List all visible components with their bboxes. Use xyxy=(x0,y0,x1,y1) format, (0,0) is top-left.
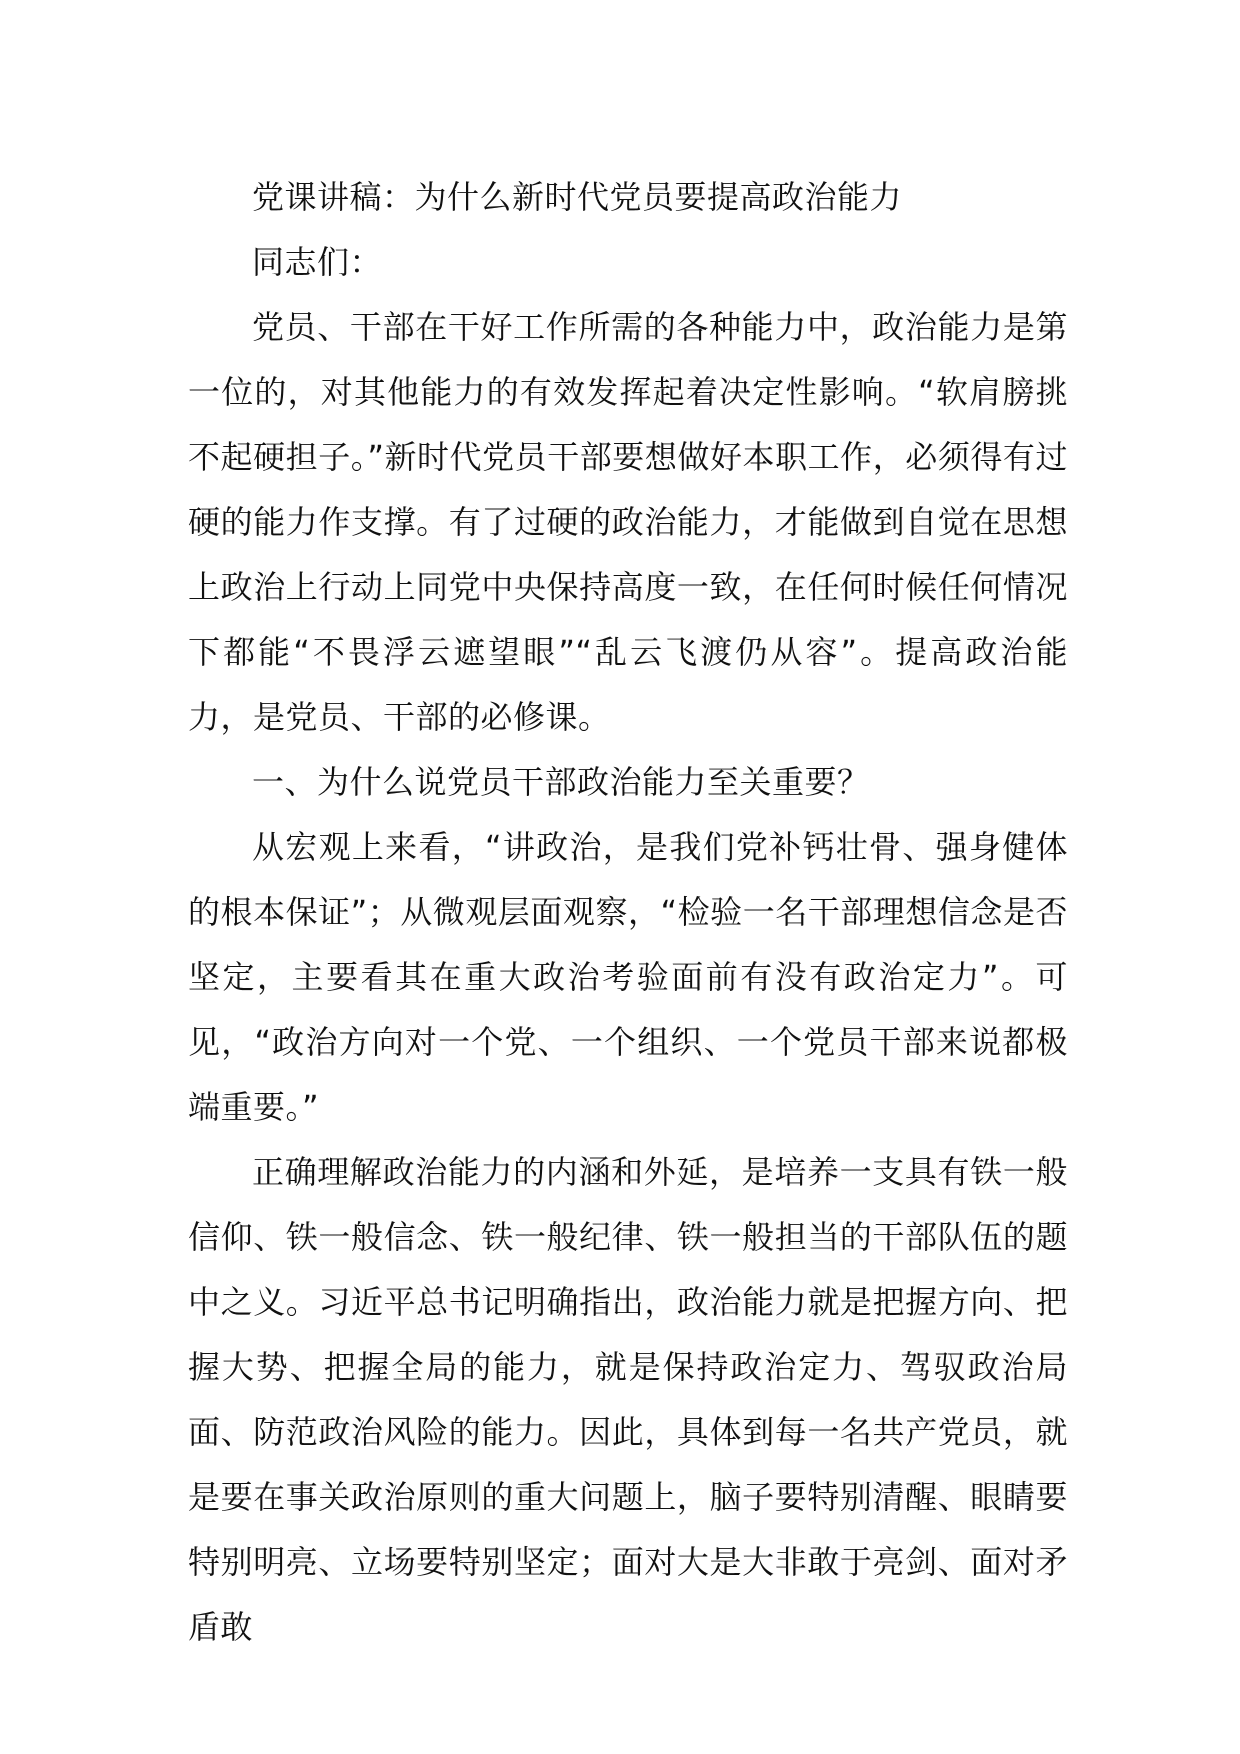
document-body xyxy=(188,165,1068,1660)
paragraph: 从宏观上来看，“讲政治，是我们党补钙壮骨、强身健体的根本保证”；从微观层面观察，“检验一名干部理想信念是否坚定，主要看其在重大政治考验面前有没有政治定力”。可见，“政治方向对一个党、一个组织、一个党员干部来说都极端重要。” xyxy=(188,828,1068,1126)
document-title: 党课讲稿：为什么新时代党员要提高政治能力 xyxy=(252,178,903,216)
salutation: 同志们： xyxy=(252,243,383,281)
paragraph: 正确理解政治能力的内涵和外延，是培养一支具有铁一般信仰、铁一般信念、铁一般纪律、铁一般担当的干部队伍的题中之义。习近平总书记明确指出，政治能力就是把握方向、把握大势、把握全局的能力，就是保持政治定力、驾驭政治局面、防范政治风险的能力。因此，具体到每一名共产党员，就是要在事关政治原则的重大问题上，脑子要特别清醒、眼睛要特别明亮、立场要特别坚定；面对大是大非敢于亮剑、面对矛盾敢 xyxy=(188,1153,1068,1646)
paragraph: 党员、干部在干好工作所需的各种能力中，政治能力是第一位的，对其他能力的有效发挥起着决定性影响。“软肩膀挑不起硬担子。”新时代党员干部要想做好本职工作，必须得有过硬的能力作支撑。有了过硬的政治能力，才能做到自觉在思想上政治上行动上同党中央保持高度一致，在任何时候任何情况下都能“不畏浮云遮望眼”“乱云飞渡仍从容”。提高政治能力，是党员、干部的必修课。 xyxy=(188,308,1068,736)
section-heading: 一、为什么说党员干部政治能力至关重要？ xyxy=(252,763,870,801)
